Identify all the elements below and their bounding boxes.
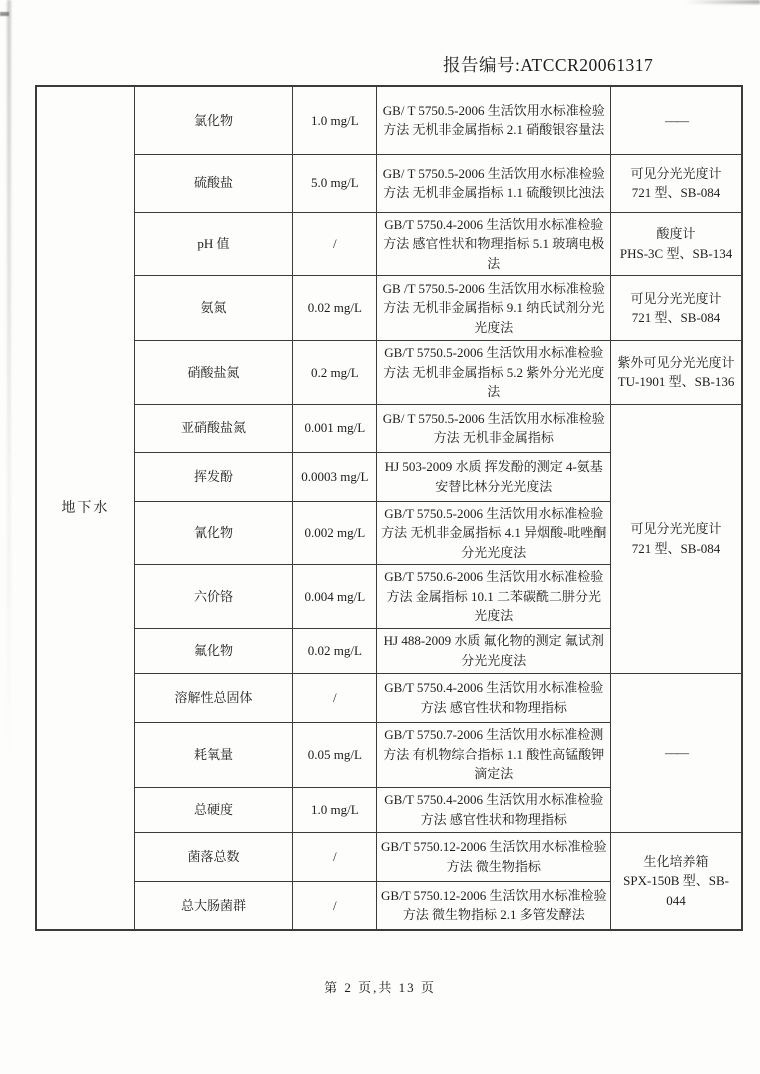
param-cell: 总大肠菌群: [134, 881, 292, 930]
method-cell: GB /T 5750.5-2006 生活饮用水标准检验方法 无机非金属指标 9.1 纳氏试剂分光光度法: [377, 276, 611, 341]
test-methods-table: [35, 85, 743, 931]
param-cell: pH 值: [134, 212, 292, 276]
limit-cell: 5.0 mg/L: [293, 154, 377, 212]
instrument-cell: [611, 86, 742, 154]
limit-cell: /: [293, 881, 377, 930]
param-cell: 硝酸盐氮: [134, 341, 292, 405]
param-cell: 氨氮: [134, 276, 292, 341]
method-cell: GB/T 5750.12-2006 生活饮用水标准检验方法 微生物指标 2.1 多管发酵法: [377, 881, 611, 930]
limit-cell: 0.02 mg/L: [293, 628, 377, 673]
instrument-model: 721 型、SB-084: [631, 540, 721, 556]
method-cell: GB/T 5750.5-2006 生活饮用水标准检验方法 无机非金属指标 5.2 紫外分光光度法: [377, 341, 611, 405]
param-cell: 氯化物: [134, 86, 292, 154]
method-cell: GB/T 5750.4-2006 生活饮用水标准检验方法 感官性状和物理指标: [377, 673, 611, 722]
table-row: [36, 212, 742, 276]
param-cell: 总硬度: [134, 787, 292, 832]
no-instrument-dash: ——: [665, 112, 688, 128]
scan-smudge-artifact: [685, 0, 760, 4]
no-instrument-dash: ——: [665, 744, 688, 760]
method-cell: GB/T 5750.5-2006 生活饮用水标准检验方法 无机非金属指标 4.1 异烟酸-吡唑酮分光光度法: [377, 501, 611, 565]
instrument-name: 可见分光光度计: [630, 165, 722, 181]
param-cell: 耗氧量: [134, 722, 292, 787]
param-cell: 氰化物: [134, 501, 292, 565]
limit-cell: /: [293, 212, 377, 276]
param-cell: 六价铬: [134, 565, 292, 629]
instrument-model: TU-1901 型、SB-136: [617, 374, 735, 390]
method-cell: GB/T 5750.4-2006 生活饮用水标准检验方法 感官性状和物理指标: [377, 787, 611, 832]
param-cell: 亚硝酸盐氮: [134, 404, 292, 452]
param-cell: 挥发酚: [134, 452, 292, 501]
limit-cell: 0.05 mg/L: [293, 722, 377, 787]
instrument-cell: [611, 276, 742, 341]
instrument-name: 紫外可见分光光度计: [617, 354, 735, 370]
method-cell: HJ 488-2009 水质 氟化物的测定 氟试剂分光光度法: [377, 628, 611, 673]
param-cell: 氟化物: [134, 628, 292, 673]
limit-cell: /: [293, 673, 377, 722]
instrument-cell: [611, 341, 742, 405]
limit-cell: /: [293, 832, 377, 881]
table-row: [36, 86, 742, 154]
limit-cell: 0.002 mg/L: [293, 501, 377, 565]
method-cell: GB/ T 5750.5-2006 生活饮用水标准检验方法 无机非金属指标: [377, 404, 611, 452]
instrument-cell: [611, 673, 742, 832]
instrument-name: 可见分光光度计: [630, 290, 722, 306]
param-cell: 硫酸盐: [134, 154, 292, 212]
param-cell: 溶解性总固体: [134, 673, 292, 722]
sample-type-cell: 地下水: [36, 86, 134, 930]
instrument-name: 可见分光光度计: [630, 521, 722, 536]
method-cell: GB/ T 5750.5-2006 生活饮用水标准检验方法 无机非金属指标 1.1 硫酸钡比浊法: [377, 154, 611, 212]
instrument-model: SPX-150B 型、SB-044: [623, 873, 729, 908]
limit-cell: 0.2 mg/L: [293, 341, 377, 405]
report-number: 报告编号:ATCCR20061317: [443, 55, 654, 75]
table-row: [36, 276, 742, 341]
instrument-cell: [611, 832, 742, 930]
method-cell: GB/ T 5750.5-2006 生活饮用水标准检验方法 无机非金属指标 2.1 硝酸银容量法: [377, 86, 611, 154]
method-cell: GB/T 5750.12-2006 生活饮用水标准检验方法 微生物指标: [377, 832, 611, 881]
instrument-cell: [611, 154, 742, 212]
param-cell: 菌落总数: [134, 832, 292, 881]
table-row: [36, 832, 742, 881]
instrument-model: PHS-3C 型、SB-134: [619, 245, 733, 261]
limit-cell: 0.02 mg/L: [293, 276, 377, 341]
table-row: [36, 404, 742, 452]
table-row: [36, 673, 742, 722]
method-cell: HJ 503-2009 水质 挥发酚的测定 4-氨基安替比林分光光度法: [377, 452, 611, 501]
limit-cell: 0.004 mg/L: [293, 565, 377, 629]
limit-cell: 1.0 mg/L: [293, 86, 377, 154]
scan-streak-artifact: [7, 0, 11, 760]
limit-cell: 1.0 mg/L: [293, 787, 377, 832]
instrument-model: 721 型、SB-084: [631, 185, 721, 200]
instrument-model: 721 型、SB-084: [631, 310, 721, 325]
scan-mark-artifact: [0, 12, 9, 16]
instrument-name: 酸度计: [656, 226, 696, 242]
table-row: [36, 341, 742, 405]
method-cell: GB/T 5750.4-2006 生活饮用水标准检验方法 感官性状和物理指标 5.1 玻璃电极法: [377, 212, 611, 276]
limit-cell: 0.001 mg/L: [293, 404, 377, 452]
instrument-cell: [611, 404, 742, 673]
instrument-name: 生化培养箱: [643, 853, 709, 869]
instrument-cell: [611, 212, 742, 276]
method-cell: GB/T 5750.7-2006 生活饮用水标准检测方法 有机物综合指标 1.1 酸性高锰酸钾滴定法: [377, 722, 611, 787]
page-number: 第 2 页,共 13 页: [324, 980, 436, 995]
method-cell: GB/T 5750.6-2006 生活饮用水标准检验方法 金属指标 10.1 二苯碳酰二肼分光光度法: [377, 565, 611, 629]
table-row: [36, 154, 742, 212]
limit-cell: 0.0003 mg/L: [293, 452, 377, 501]
